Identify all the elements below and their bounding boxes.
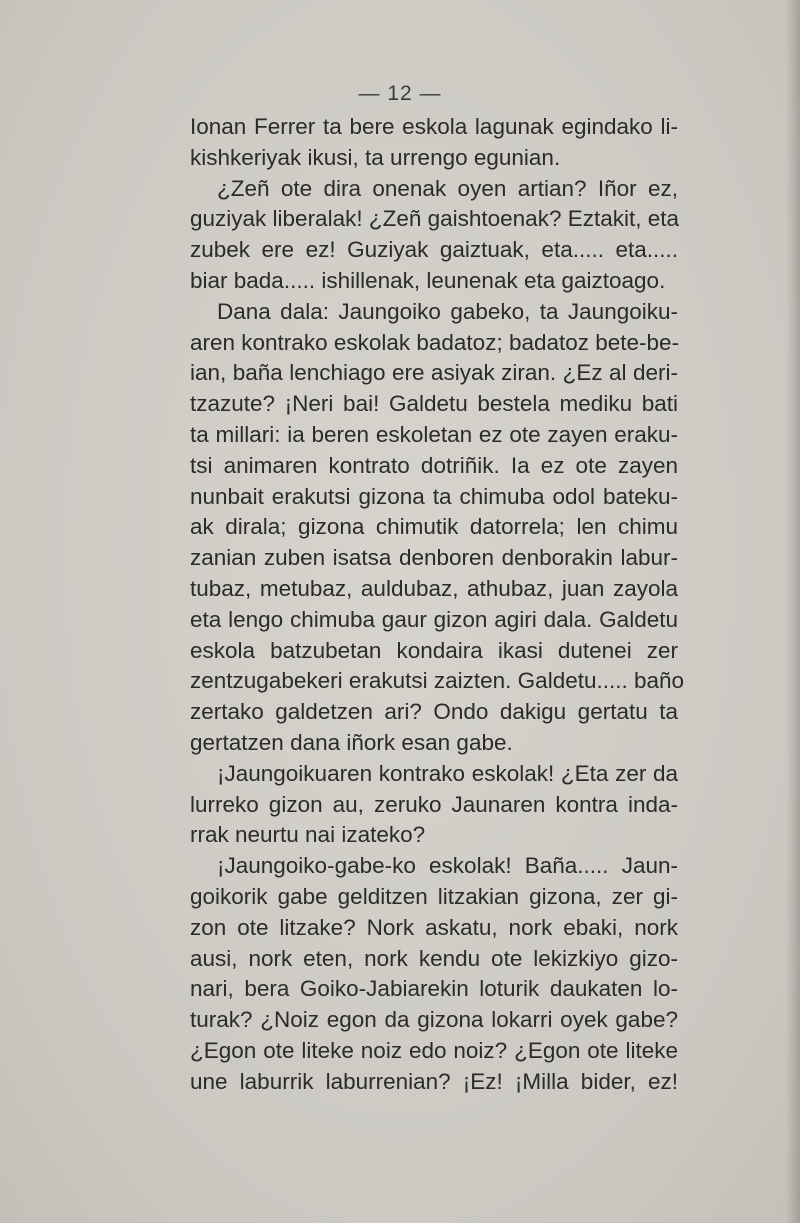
- text-line: guziyak liberalak! ¿Zeñ gaishtoenak? Eztakit, eta: [190, 206, 680, 232]
- text-line: biar bada..... ishillenak, leunenak eta gaiztoago.: [190, 267, 666, 293]
- text-line: ian, baña lenchiago ere asiyak ziran. ¿Ez al deri-: [190, 360, 678, 386]
- text-line: ¿Egon ote liteke noiz edo noiz? ¿Egon ote liteke: [190, 1037, 678, 1063]
- text-line: ausi, nork eten, nork kendu ote lekizkiyo gizo-: [190, 945, 678, 971]
- text-line: turak? ¿Noiz egon da gizona lokarri oyek gabe?: [190, 1007, 678, 1033]
- text-line: zentzugabekeri erakutsi zaizten. Galdetu..... baño: [190, 668, 685, 694]
- text-line: Dana dala: Jaungoiko gabeko, ta Jaungoiku-: [217, 298, 678, 324]
- text-line: tubaz, metubaz, auldubaz, athubaz, juan zayola: [190, 575, 678, 601]
- text-line: goikorik gabe gelditzen litzakian gizona, zer gi-: [190, 883, 678, 909]
- text-line: ¡Jaungoiko-gabe-ko eskolak! Baña..... Jaun-: [217, 853, 678, 879]
- text-line: nunbait erakutsi gizona ta chimuba odol bateku-: [190, 483, 678, 509]
- text-line: ¡Jaungoikuaren kontrako eskolak! ¿Eta zer da: [217, 760, 678, 786]
- text-line: une laburrik laburrenian? ¡Ez! ¡Milla bider, ez!: [190, 1068, 678, 1094]
- text-line: tsi animaren kontrato dotriñik. Ia ez ote zayen: [190, 452, 678, 478]
- text-line: aren kontrako eskolak badatoz; badatoz bete-be-: [190, 329, 680, 355]
- text-line: ak dirala; gizona chimutik datorrela; len chimu: [190, 514, 678, 540]
- text-line: zubek ere ez! Guziyak gaiztuak, eta..... eta.....: [190, 237, 678, 263]
- text-line: nari, bera Goiko-Jabiarekin loturik daukaten lo-: [190, 976, 678, 1002]
- text-line: rrak neurtu nai izateko?: [190, 822, 426, 848]
- text-line: eskola batzubetan kondaira ikasi dutenei zer: [190, 637, 678, 663]
- text-line: eta lengo chimuba gaur gizon agiri dala. Galdetu: [190, 606, 678, 632]
- text-line: zon ote litzake? Nork askatu, nork ebaki, nork: [190, 914, 678, 940]
- text-line: zanian zuben isatsa denboren denborakin labur-: [190, 545, 678, 571]
- text-line: lurreko gizon au, zeruko Jaunaren kontra inda-: [190, 791, 678, 817]
- text-line: ta millari: ia beren eskoletan ez ote zayen eraku-: [190, 421, 678, 447]
- text-line: ¿Zeñ ote dira onenak oyen artian? Iñor ez,: [217, 175, 678, 201]
- text-line: tzazute? ¡Neri bai! Galdetu bestela mediku bati: [190, 391, 678, 417]
- text-line: kishkeriyak ikusi, ta urrengo egunian.: [190, 144, 561, 170]
- body-text: [190, 112, 685, 1098]
- page-edge-shadow: [786, 0, 800, 1223]
- text-line: gertatzen dana iñork esan gabe.: [190, 729, 513, 755]
- text-line: zertako galdetzen ari? Ondo dakigu gertatu ta: [190, 699, 678, 725]
- text-line: Ionan Ferrer ta bere eskola lagunak egindako li-: [190, 114, 678, 139]
- page-number: — 12 —: [358, 82, 442, 105]
